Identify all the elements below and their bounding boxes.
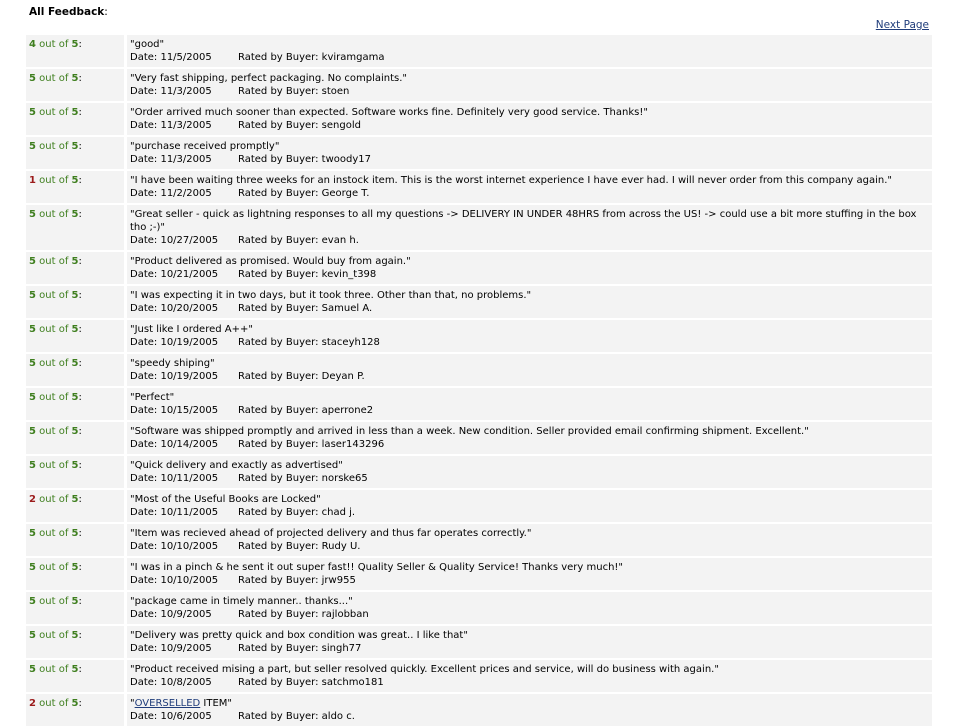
date-prefix: Date: — [130, 154, 161, 165]
buyer-name: rajlobban — [321, 609, 369, 620]
rating-out-of: out of — [39, 562, 69, 573]
rated-by-prefix: Rated by Buyer: — [238, 405, 322, 416]
buyer-name: aldo c. — [321, 711, 355, 722]
buyer-name: chad j. — [321, 507, 356, 518]
rating-max: 5 — [71, 256, 79, 267]
date-prefix: Date: — [130, 541, 161, 552]
rated-by-prefix: Rated by Buyer: — [238, 188, 322, 199]
feedback-date-group — [130, 404, 238, 417]
feedback-row — [26, 137, 932, 169]
comment-text: "Product received mising a part, but seller resolved quickly. Excellent prices and service, will do business with again." — [130, 664, 719, 675]
comment-cell — [127, 660, 932, 692]
comment-cell — [127, 626, 932, 658]
feedback-date-group — [130, 574, 238, 587]
date-prefix: Date: — [130, 405, 161, 416]
buyer-name: Rudy U. — [321, 541, 361, 552]
comment-cell — [127, 320, 932, 352]
rated-by-prefix: Rated by Buyer: — [238, 120, 322, 131]
feedback-row — [26, 456, 932, 488]
comment-cell — [127, 205, 932, 250]
feedback-meta — [130, 540, 926, 553]
rating-max: 5 — [71, 358, 79, 369]
rating-max: 5 — [71, 39, 79, 50]
feedback-row — [26, 252, 932, 284]
rating-max: 5 — [71, 426, 79, 437]
rating-out-of: out of — [39, 290, 69, 301]
buyer-name: aperrone2 — [321, 405, 374, 416]
feedback-date: 10/10/2005 — [160, 541, 219, 552]
rating-out-of: out of — [39, 460, 69, 471]
comment-cell — [127, 592, 932, 624]
feedback-meta — [130, 676, 926, 689]
feedback-date-group — [130, 370, 238, 383]
buyer-name: evan h. — [321, 235, 359, 246]
feedback-meta — [130, 302, 926, 315]
comment-cell — [127, 137, 932, 169]
comment-text: "Great seller - quick as lightning responses to all my questions -> DELIVERY IN UNDER 48HRS from across the US! -> could use a bit more stuffing in the box tho ;-)" — [130, 209, 917, 233]
comment-text-pre: " — [130, 698, 135, 709]
feedback-date-group — [130, 153, 238, 166]
comment-text: "Perfect" — [130, 392, 175, 403]
rated-by-prefix: Rated by Buyer: — [238, 677, 322, 688]
rated-by-prefix: Rated by Buyer: — [238, 575, 322, 586]
rated-by-prefix: Rated by Buyer: — [238, 337, 322, 348]
rating-colon: : — [78, 392, 82, 403]
rated-by-prefix: Rated by Buyer: — [238, 541, 322, 552]
rating-max: 5 — [71, 528, 79, 539]
buyer-name: stoen — [321, 86, 350, 97]
feedback-row — [26, 103, 932, 135]
buyer-name: kevin_t398 — [321, 269, 377, 280]
feedback-date-group — [130, 642, 238, 655]
date-prefix: Date: — [130, 120, 161, 131]
rating-out-of: out of — [39, 392, 69, 403]
rated-by-prefix: Rated by Buyer: — [238, 235, 322, 246]
feedback-date: 10/27/2005 — [160, 235, 219, 246]
rating-cell — [26, 524, 124, 556]
rating-colon: : — [78, 39, 82, 50]
comment-text: "Most of the Useful Books are Locked" — [130, 494, 321, 505]
date-prefix: Date: — [130, 188, 161, 199]
feedback-date-group — [130, 51, 238, 64]
feedback-date: 10/9/2005 — [160, 609, 212, 620]
buyer-name: satchmo181 — [321, 677, 384, 688]
rating-colon: : — [78, 460, 82, 471]
date-prefix: Date: — [130, 711, 161, 722]
date-prefix: Date: — [130, 473, 161, 484]
rating-cell — [26, 69, 124, 101]
rating-score: 5 — [29, 630, 36, 641]
feedback-date: 10/6/2005 — [160, 711, 212, 722]
feedback-date: 10/20/2005 — [160, 303, 219, 314]
comment-text: "speedy shiping" — [130, 358, 215, 369]
rated-by-prefix: Rated by Buyer: — [238, 52, 322, 63]
rating-out-of: out of — [39, 256, 69, 267]
rated-by-prefix: Rated by Buyer: — [238, 643, 322, 654]
rating-out-of: out of — [39, 596, 69, 607]
date-prefix: Date: — [130, 269, 161, 280]
rating-score: 5 — [29, 290, 36, 301]
rating-colon: : — [78, 426, 82, 437]
rating-score: 5 — [29, 256, 36, 267]
feedback-meta — [130, 85, 926, 98]
rating-score: 5 — [29, 664, 36, 675]
rating-score: 5 — [29, 324, 36, 335]
comment-text: "good" — [130, 39, 165, 50]
comment-text-post: ITEM" — [200, 698, 233, 709]
date-prefix: Date: — [130, 507, 161, 518]
rating-max: 5 — [71, 107, 79, 118]
feedback-date-group — [130, 187, 238, 200]
rating-cell — [26, 592, 124, 624]
feedback-date-group — [130, 85, 238, 98]
rating-cell — [26, 490, 124, 522]
feedback-meta — [130, 608, 926, 621]
next-page-link[interactable]: Next Page — [875, 19, 929, 31]
buyer-name: twoody17 — [321, 154, 371, 165]
feedback-row — [26, 171, 932, 203]
rating-colon: : — [78, 494, 82, 505]
feedback-date: 10/10/2005 — [160, 575, 219, 586]
feedback-meta — [130, 119, 926, 132]
feedback-date: 10/21/2005 — [160, 269, 219, 280]
rating-score: 5 — [29, 392, 36, 403]
rating-score: 5 — [29, 528, 36, 539]
feedback-date: 11/5/2005 — [160, 52, 212, 63]
rating-out-of: out of — [39, 107, 69, 118]
rating-max: 5 — [71, 290, 79, 301]
feedback-row — [26, 286, 932, 318]
buyer-name: Deyan P. — [321, 371, 365, 382]
rated-by-prefix: Rated by Buyer: — [238, 371, 322, 382]
feedback-row — [26, 592, 932, 624]
comment-cell — [127, 524, 932, 556]
rating-colon: : — [78, 256, 82, 267]
rating-max: 5 — [71, 596, 79, 607]
date-prefix: Date: — [130, 439, 161, 450]
comment-text: "I have been waiting three weeks for an instock item. This is the worst internet experience I have ever had. I will never order from this company again." — [130, 175, 893, 186]
feedback-row — [26, 694, 932, 726]
feedback-date: 11/3/2005 — [160, 120, 212, 131]
comment-cell — [127, 490, 932, 522]
rating-max: 5 — [71, 141, 79, 152]
feedback-date-group — [130, 234, 238, 247]
rating-max: 5 — [71, 698, 79, 709]
feedback-date: 11/3/2005 — [160, 86, 212, 97]
feedback-date-group — [130, 268, 238, 281]
comment-cell — [127, 171, 932, 203]
rating-cell — [26, 558, 124, 590]
feedback-meta — [130, 370, 926, 383]
rating-colon: : — [78, 528, 82, 539]
comment-cell — [127, 354, 932, 386]
feedback-date-group — [130, 540, 238, 553]
rating-score: 5 — [29, 460, 36, 471]
comment-text: "Order arrived much sooner than expected. Software works fine. Definitely very good service. Thanks!" — [130, 107, 648, 118]
page-title-label: All Feedback — [29, 6, 105, 18]
buyer-name: laser143296 — [321, 439, 385, 450]
comment-cell — [127, 694, 932, 726]
feedback-row — [26, 354, 932, 386]
comment-text: "Delivery was pretty quick and box condition was great.. I like that" — [130, 630, 468, 641]
rating-score: 5 — [29, 358, 36, 369]
rated-by-prefix: Rated by Buyer: — [238, 154, 322, 165]
feedback-date-group — [130, 608, 238, 621]
rating-cell — [26, 456, 124, 488]
buyer-name: Samuel A. — [321, 303, 373, 314]
feedback-row — [26, 626, 932, 658]
rating-colon: : — [78, 358, 82, 369]
rating-score: 2 — [29, 698, 36, 709]
date-prefix: Date: — [130, 371, 161, 382]
comment-cell — [127, 558, 932, 590]
rating-out-of: out of — [39, 141, 69, 152]
rating-score: 5 — [29, 141, 36, 152]
rating-max: 5 — [71, 324, 79, 335]
comment-text: "I was expecting it in two days, but it took three. Other than that, no problems." — [130, 290, 532, 301]
feedback-row — [26, 320, 932, 352]
feedback-meta — [130, 51, 926, 64]
rating-score: 5 — [29, 596, 36, 607]
feedback-date: 10/19/2005 — [160, 337, 219, 348]
comment-text: "package came in timely manner.. thanks..." — [130, 596, 353, 607]
feedback-meta — [130, 187, 926, 200]
feedback-meta — [130, 438, 926, 451]
page-title — [29, 6, 108, 19]
rating-out-of: out of — [39, 324, 69, 335]
comment-cell — [127, 103, 932, 135]
rating-cell — [26, 103, 124, 135]
rating-cell — [26, 354, 124, 386]
feedback-meta — [130, 336, 926, 349]
feedback-meta — [130, 153, 926, 166]
feedback-row — [26, 69, 932, 101]
buyer-name: norske65 — [321, 473, 368, 484]
date-prefix: Date: — [130, 235, 161, 246]
feedback-date-group — [130, 302, 238, 315]
feedback-meta — [130, 404, 926, 417]
rated-by-prefix: Rated by Buyer: — [238, 86, 322, 97]
buyer-name: sengold — [321, 120, 361, 131]
rating-out-of: out of — [39, 39, 69, 50]
buyer-name: George T. — [321, 188, 370, 199]
rating-max: 5 — [71, 73, 79, 84]
feedback-date-group — [130, 119, 238, 132]
rating-out-of: out of — [39, 630, 69, 641]
rating-out-of: out of — [39, 73, 69, 84]
rating-max: 5 — [71, 494, 79, 505]
rating-colon: : — [78, 107, 82, 118]
rating-colon: : — [78, 630, 82, 641]
comment-cell — [127, 286, 932, 318]
comment-cell — [127, 69, 932, 101]
rating-cell — [26, 137, 124, 169]
feedback-date-group — [130, 472, 238, 485]
feedback-date: 11/2/2005 — [160, 188, 212, 199]
rating-score: 4 — [29, 39, 36, 50]
rating-score: 2 — [29, 494, 36, 505]
feedback-date-group — [130, 710, 238, 723]
date-prefix: Date: — [130, 677, 161, 688]
feedback-date: 10/9/2005 — [160, 643, 212, 654]
comment-link[interactable]: OVERSELLED — [134, 698, 201, 709]
comment-text: "Item was recieved ahead of projected delivery and thus far operates correctly." — [130, 528, 532, 539]
feedback-row — [26, 422, 932, 454]
rating-score: 5 — [29, 209, 36, 220]
rating-out-of: out of — [39, 494, 69, 505]
feedback-date: 10/11/2005 — [160, 473, 219, 484]
rated-by-prefix: Rated by Buyer: — [238, 609, 322, 620]
rated-by-prefix: Rated by Buyer: — [238, 439, 322, 450]
feedback-meta — [130, 642, 926, 655]
feedback-date-group — [130, 438, 238, 451]
comment-cell — [127, 388, 932, 420]
feedback-date: 10/8/2005 — [160, 677, 212, 688]
buyer-name: jrw955 — [321, 575, 356, 586]
feedback-meta — [130, 472, 926, 485]
rating-max: 5 — [71, 209, 79, 220]
rating-cell — [26, 694, 124, 726]
rating-colon: : — [78, 596, 82, 607]
rating-colon: : — [78, 562, 82, 573]
rating-max: 5 — [71, 664, 79, 675]
rating-out-of: out of — [39, 175, 69, 186]
rated-by-prefix: Rated by Buyer: — [238, 269, 322, 280]
feedback-date-group — [130, 336, 238, 349]
rating-cell — [26, 286, 124, 318]
feedback-date: 11/3/2005 — [160, 154, 212, 165]
rating-colon: : — [78, 290, 82, 301]
feedback-meta — [130, 268, 926, 281]
rating-max: 5 — [71, 392, 79, 403]
feedback-row — [26, 490, 932, 522]
date-prefix: Date: — [130, 52, 161, 63]
date-prefix: Date: — [130, 86, 161, 97]
comment-text: "Quick delivery and exactly as advertised" — [130, 460, 343, 471]
rating-out-of: out of — [39, 358, 69, 369]
rated-by-prefix: Rated by Buyer: — [238, 711, 322, 722]
rating-max: 5 — [71, 175, 79, 186]
feedback-meta — [130, 710, 926, 723]
rating-max: 5 — [71, 562, 79, 573]
rating-out-of: out of — [39, 664, 69, 675]
rating-out-of: out of — [39, 209, 69, 220]
comment-text: "Just like I ordered A++" — [130, 324, 253, 335]
rating-out-of: out of — [39, 426, 69, 437]
comment-text: "Product delivered as promised. Would buy from again." — [130, 256, 411, 267]
rating-cell — [26, 205, 124, 250]
comment-cell — [127, 252, 932, 284]
comment-text: "I was in a pinch & he sent it out super fast!! Quality Seller & Quality Service! Thanks very much!" — [130, 562, 624, 573]
rating-cell — [26, 252, 124, 284]
comment-cell — [127, 422, 932, 454]
rating-score: 5 — [29, 426, 36, 437]
date-prefix: Date: — [130, 303, 161, 314]
feedback-meta — [130, 574, 926, 587]
rating-colon: : — [78, 664, 82, 675]
rating-colon: : — [78, 175, 82, 186]
rating-max: 5 — [71, 460, 79, 471]
feedback-date: 10/15/2005 — [160, 405, 219, 416]
rating-score: 5 — [29, 562, 36, 573]
date-prefix: Date: — [130, 643, 161, 654]
rating-cell — [26, 660, 124, 692]
feedback-meta — [130, 234, 926, 247]
feedback-date-group — [130, 676, 238, 689]
date-prefix: Date: — [130, 609, 161, 620]
rating-cell — [26, 35, 124, 67]
feedback-meta — [130, 506, 926, 519]
feedback-date: 10/11/2005 — [160, 507, 219, 518]
rating-score: 1 — [29, 175, 36, 186]
date-prefix: Date: — [130, 575, 161, 586]
comment-cell — [127, 35, 932, 67]
comment-cell — [127, 456, 932, 488]
rating-max: 5 — [71, 630, 79, 641]
rating-out-of: out of — [39, 528, 69, 539]
rating-cell — [26, 626, 124, 658]
rated-by-prefix: Rated by Buyer: — [238, 473, 322, 484]
feedback-row — [26, 660, 932, 692]
comment-text: "Software was shipped promptly and arrived in less than a week. New condition. Seller provided email confirming shipment. Excellent." — [130, 426, 809, 437]
feedback-row — [26, 524, 932, 556]
rating-score: 5 — [29, 107, 36, 118]
rating-score: 5 — [29, 73, 36, 84]
buyer-name: staceyh128 — [321, 337, 380, 348]
rating-cell — [26, 422, 124, 454]
rating-colon: : — [78, 141, 82, 152]
page-title-suffix: : — [104, 6, 108, 18]
comment-text: "purchase received promptly" — [130, 141, 280, 152]
rating-colon: : — [78, 73, 82, 84]
feedback-row — [26, 388, 932, 420]
feedback-list — [26, 35, 932, 728]
feedback-row — [26, 558, 932, 590]
rating-cell — [26, 171, 124, 203]
rated-by-prefix: Rated by Buyer: — [238, 507, 322, 518]
comment-text — [130, 697, 926, 710]
rating-cell — [26, 320, 124, 352]
rating-out-of: out of — [39, 698, 69, 709]
feedback-row — [26, 205, 932, 250]
comment-text: "Very fast shipping, perfect packaging. No complaints." — [130, 73, 408, 84]
rating-colon: : — [78, 209, 82, 220]
feedback-row — [26, 35, 932, 67]
rating-colon: : — [78, 324, 82, 335]
rating-cell — [26, 388, 124, 420]
buyer-name: kviramgama — [321, 52, 385, 63]
feedback-date: 10/19/2005 — [160, 371, 219, 382]
date-prefix: Date: — [130, 337, 161, 348]
feedback-date-group — [130, 506, 238, 519]
feedback-date: 10/14/2005 — [160, 439, 219, 450]
rated-by-prefix: Rated by Buyer: — [238, 303, 322, 314]
rating-colon: : — [78, 698, 82, 709]
buyer-name: singh77 — [321, 643, 362, 654]
